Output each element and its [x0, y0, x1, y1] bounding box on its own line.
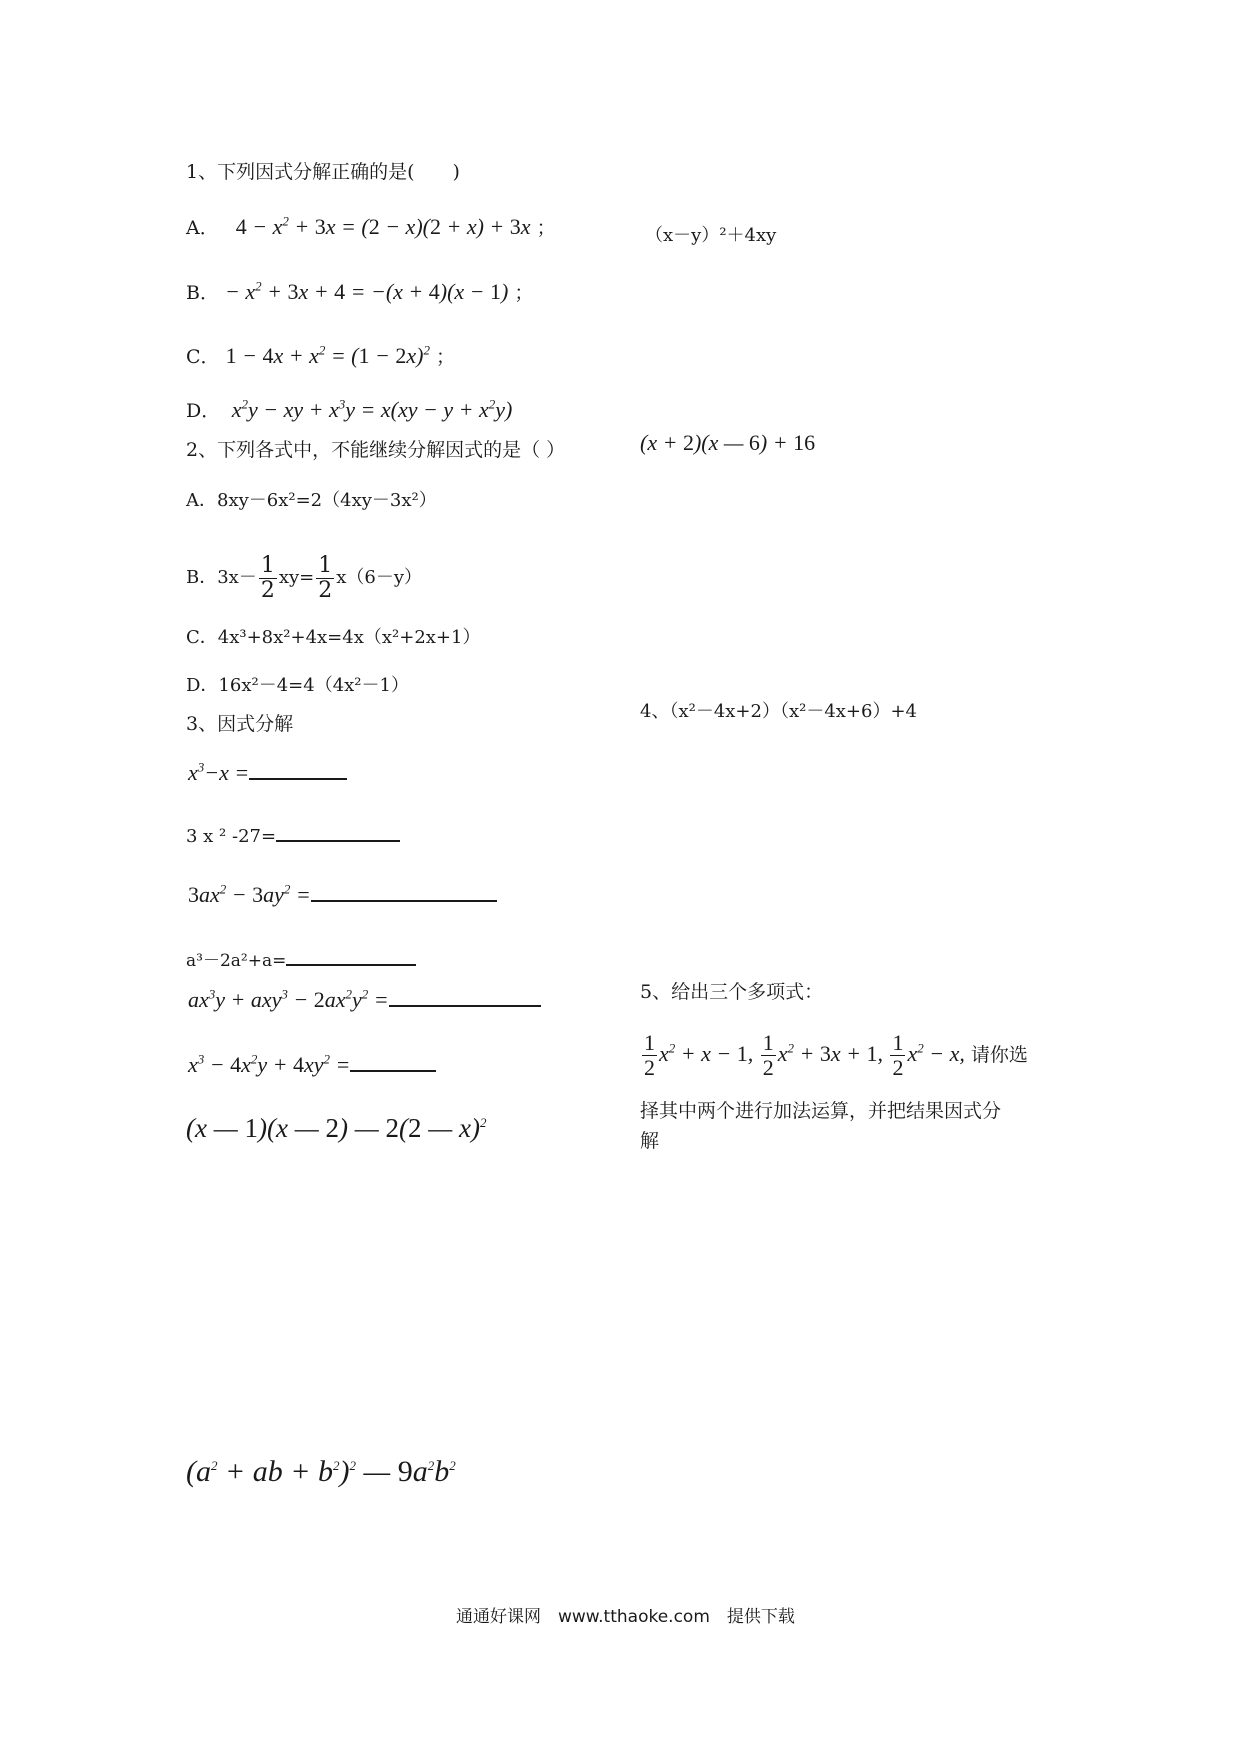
- q5-tail: 请你选: [970, 1044, 1028, 1066]
- q1-d-expr: $x^2y$ − xy + $x^3y = x(xy - y + x^2y)$: [226, 396, 513, 422]
- q3-title: 3、因式分解: [186, 713, 294, 735]
- q5-line3: 解: [640, 1130, 660, 1152]
- answer-blank[interactable]: [286, 944, 416, 966]
- q3-expr-1: $x^3-x$ =: [188, 758, 347, 788]
- q5-title: 5、给出三个多项式：: [640, 981, 824, 1003]
- q1-b-expr: − $x^2 + 3x + 4 = -(x + 4)(x - 1)$: [225, 278, 509, 304]
- q2-b-frac1: $\frac{1}{2}$: [260, 552, 275, 603]
- q1-b-label: B．: [186, 282, 219, 304]
- q1-option-c: [186, 342, 455, 371]
- q2-option-b: [186, 548, 422, 608]
- q1-option-d: [186, 396, 512, 425]
- q2-option-a: A．8xy－6x²=2（4xy－3x²）: [186, 490, 437, 511]
- q1-title: 1、下列因式分解正确的是( ): [186, 161, 460, 183]
- q1-d-label: D．: [186, 400, 221, 422]
- q3-expr-5: $ax^3y + axy^3 - 2ax^2y^2$ =: [188, 985, 541, 1015]
- q3-expr-7: (x — 1)(x — 2) — 2(2 — x)$^2$: [186, 1113, 487, 1143]
- q5-line2: 择其中两个进行加法运算，并把结果因式分: [640, 1100, 1002, 1122]
- q1-side-expr: （x－y）²＋4xy: [645, 225, 777, 246]
- q3-expr-6: $x^3 - 4x^2y + 4xy^2$ =: [188, 1050, 436, 1080]
- q1-option-a: [186, 213, 556, 242]
- q1-a-semicolon: ；: [536, 217, 556, 239]
- q5-polynomials: $\frac{1}{2}$ $x^2 + x - 1$, $\frac{1}{2}$ $x^2 + 3x + 1$, $\frac{1}{2}$ $x^2 - x$, 请你选: [644, 1030, 1028, 1081]
- q3-expr-2: 3 x ² -27=: [186, 820, 400, 851]
- q1-c-expr: $1 - 4x + x^2 = (1 - 2x)^2$: [225, 342, 430, 368]
- q1-a-expr: $4 - x^2 + 3x = (2 - x)(2 + x) + 3x$: [235, 213, 531, 239]
- answer-blank[interactable]: [249, 758, 347, 780]
- answer-blank[interactable]: [276, 820, 400, 842]
- q2-b-mid: xy=: [278, 567, 315, 588]
- q1-b-semicolon: ；: [514, 282, 534, 304]
- q1-c-semicolon: ；: [436, 346, 456, 368]
- q1-option-b: [186, 278, 533, 307]
- answer-blank[interactable]: [389, 985, 541, 1007]
- answer-blank[interactable]: [311, 880, 497, 902]
- q2-b-label: B．3x－: [186, 567, 257, 588]
- q1-a-label: A．: [186, 217, 219, 239]
- footer-text: 通通好课网 www.tthaoke.com 提供下载: [456, 1607, 795, 1627]
- q3-expr-4: a³－2a²+a=: [186, 944, 416, 975]
- q2-option-c: C．4x³+8x²+4x=4x（x²+2x+1）: [186, 627, 481, 648]
- q2-b-end: x（6－y）: [336, 567, 423, 588]
- answer-blank[interactable]: [350, 1050, 436, 1072]
- q1-c-label: C．: [186, 346, 220, 368]
- q2-side-expr: (x + 2)(x — 6) + 16: [640, 430, 816, 455]
- final-expr: ($a^2$ + ab + $b^2)^2$ — $9a^2b^2$: [186, 1455, 456, 1488]
- q3-expr-3: $3ax^2 - 3ay^2$ =: [188, 880, 497, 910]
- q4-title: 4、（x²－4x+2）（x²－4x+6）+4: [640, 701, 917, 722]
- q2-title: 2、下列各式中，不能继续分解因式的是（ ）: [186, 439, 566, 461]
- q2-b-frac2: $\frac{1}{2}$: [318, 552, 333, 603]
- q2-option-d: D．16x²－4=4（4x²－1）: [186, 675, 409, 696]
